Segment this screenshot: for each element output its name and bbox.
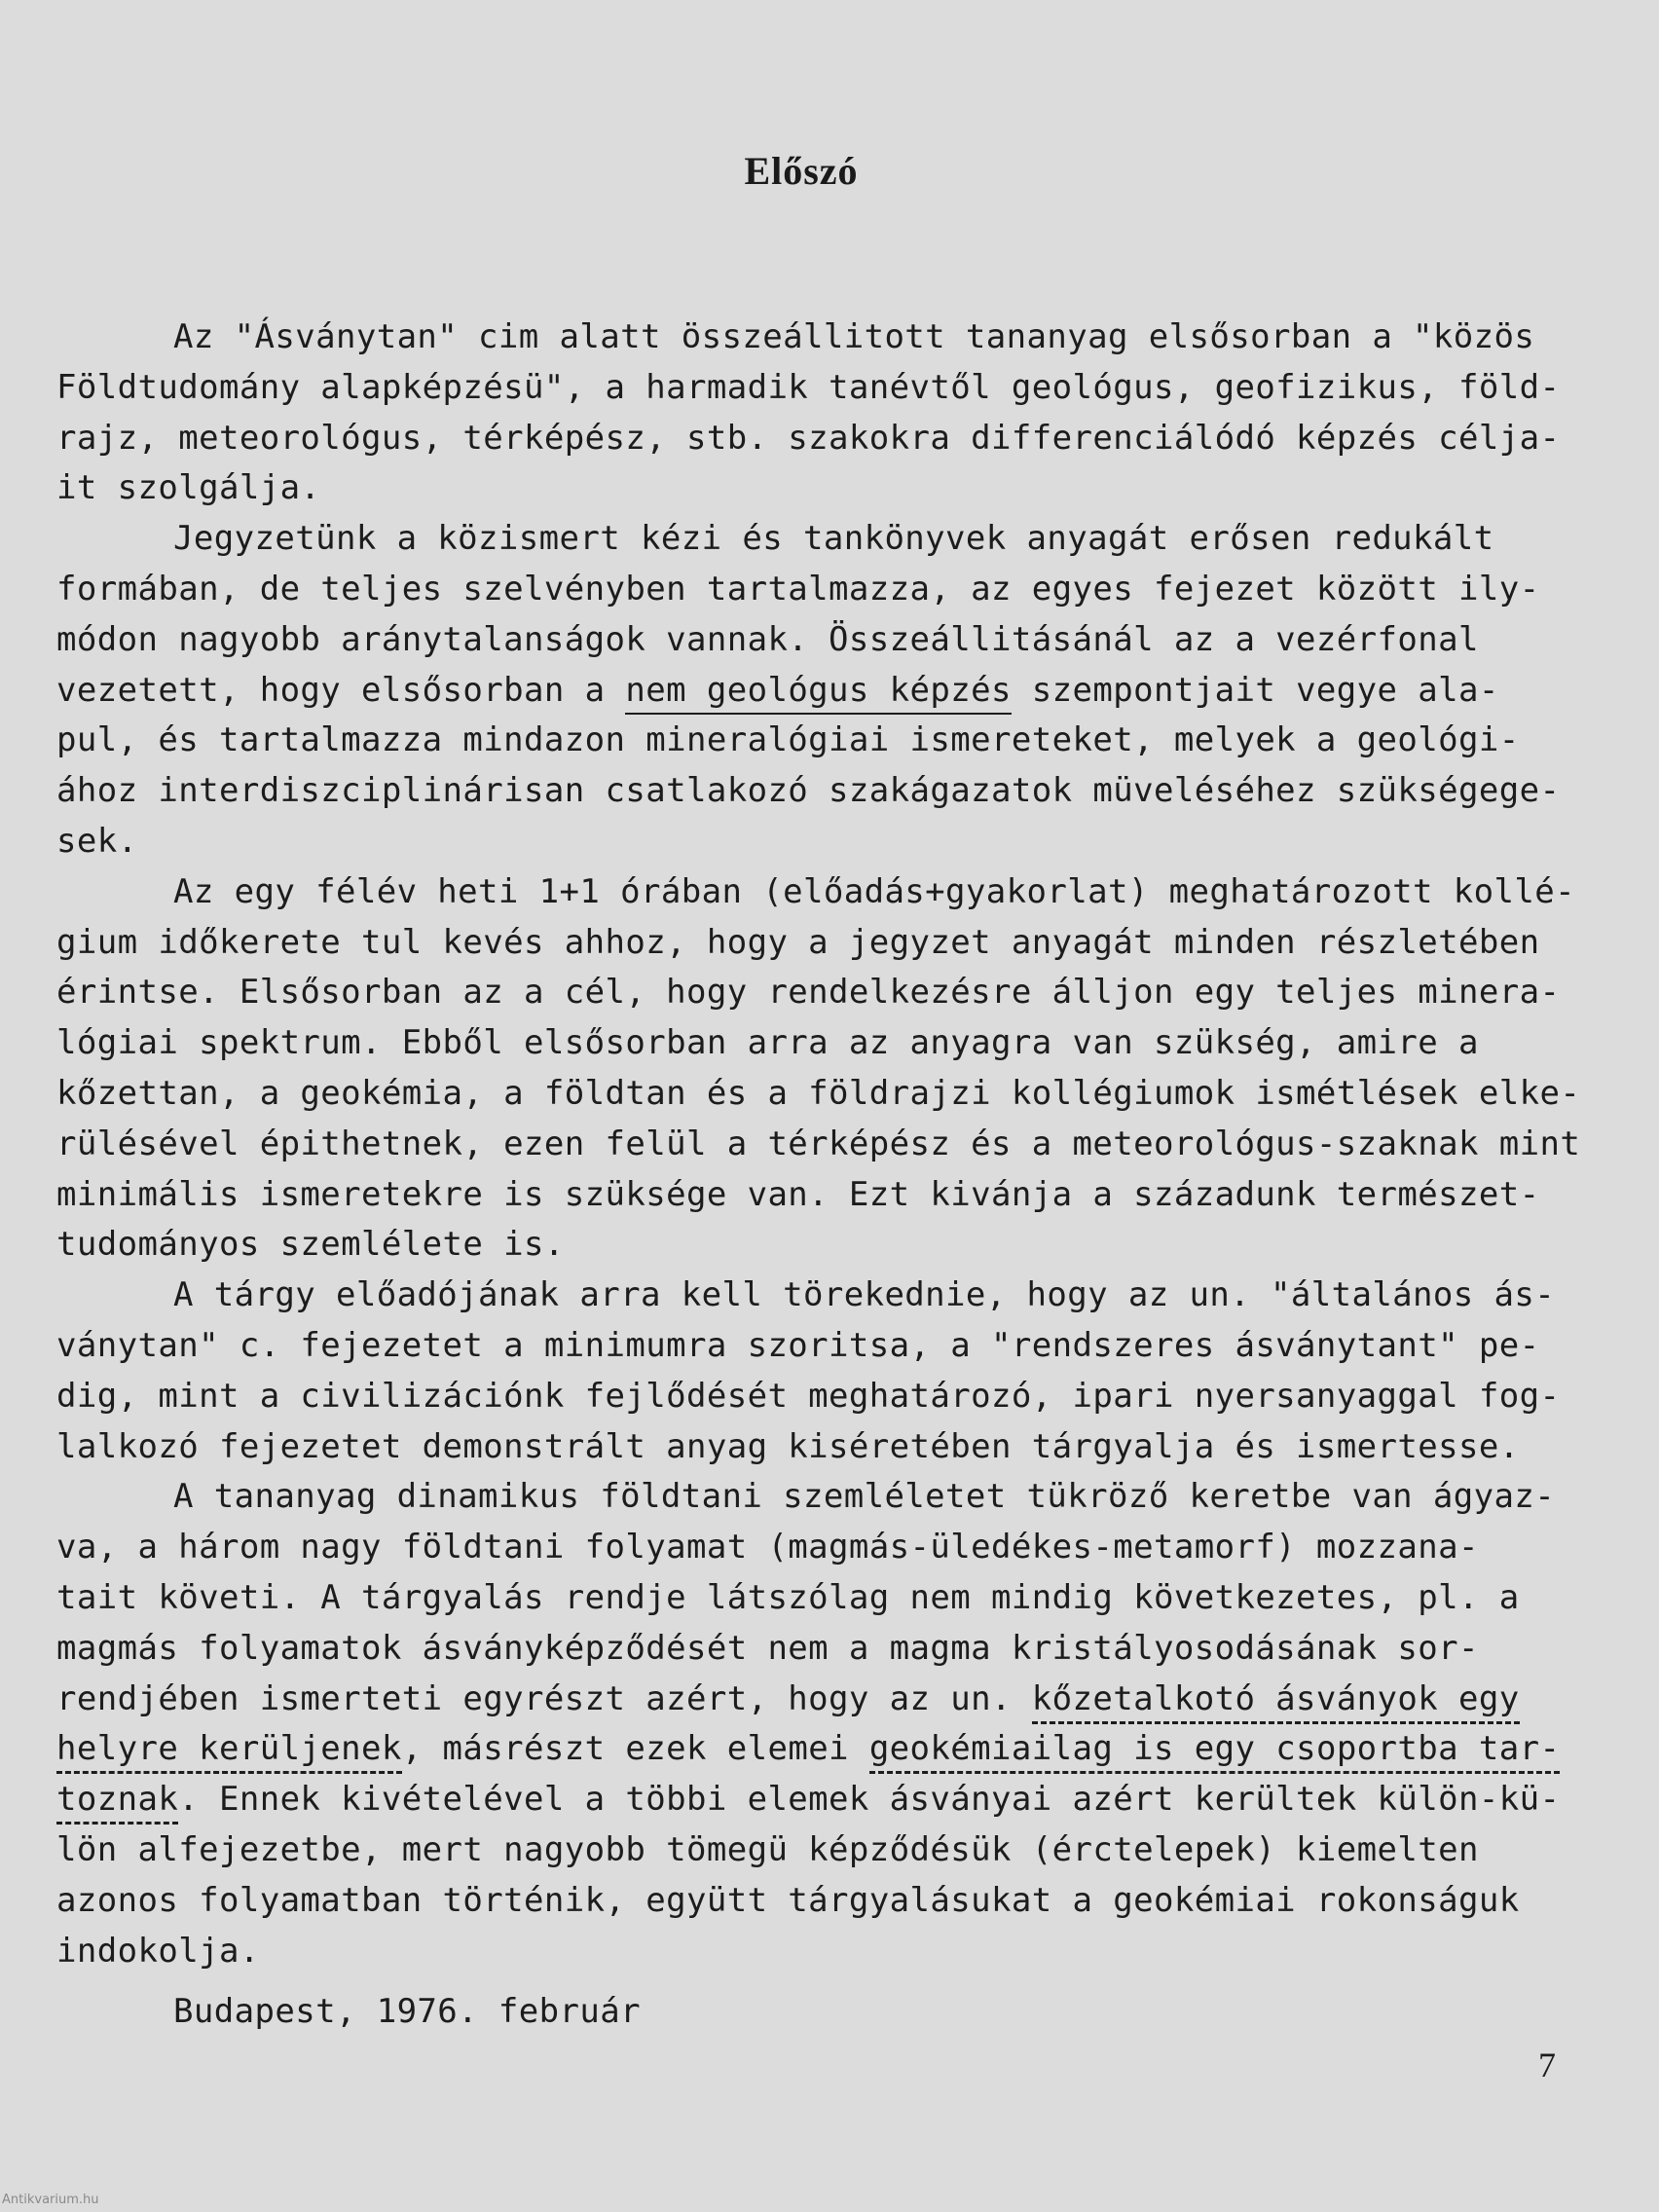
page-title: Előszó xyxy=(744,149,859,193)
page-number: 7 xyxy=(1538,2046,1556,2084)
text-line xyxy=(56,1175,1540,1214)
text-segment: ához interdiszciplinárisan csatlakozó szakágazatok müveléséhez szükségege- xyxy=(56,771,1561,811)
text-segment: lalkozó fejezetet demonstrált anyag kiséretében tárgyalja és ismertesse. xyxy=(56,1426,1520,1466)
text-line xyxy=(56,1326,1540,1365)
text-segment: rülésével épithetnek, ezen felül a térképész és a meteorológus-szaknak mint xyxy=(56,1124,1581,1163)
text-segment: , másrészt ezek elemei xyxy=(401,1729,869,1769)
text-segment: lön alfejezetbe, mert nagyobb tömegü képződésük (érctelepek) kiemelten xyxy=(56,1830,1479,1869)
text-line xyxy=(56,620,1479,659)
text-line xyxy=(56,1225,565,1264)
text-segment: formában, de teljes szelvényben tartalmazza, az egyes fejezet között ily- xyxy=(56,570,1540,608)
text-line xyxy=(56,1528,1479,1567)
text-line xyxy=(56,368,1560,407)
text-line xyxy=(56,1881,1520,1920)
text-segment: pul, és tartalmazza mindazon mineralógiai ismereteket, melyek a geológi- xyxy=(56,720,1520,760)
text-segment: rendjében ismerteti egyrészt azért, hogy az un. xyxy=(56,1678,1032,1718)
underlined-phrase: nem geológus képzés xyxy=(625,671,1012,715)
text-line xyxy=(56,1830,1479,1869)
text-segment: lógiai spektrum. Ebből elsősorban arra az anyagra van szükség, amire a xyxy=(56,1023,1479,1063)
text-line xyxy=(173,872,1575,911)
text-line xyxy=(173,519,1494,558)
text-segment: tudományos szemlélete is. xyxy=(56,1225,565,1265)
text-segment: Jegyzetünk a közismert kézi és tankönyvek anyagát erősen redukált xyxy=(173,519,1494,559)
watermark: Antikvarium.hu xyxy=(2,2193,99,2207)
text-segment: azonos folyamatban történik, együtt tárgyalásukat a geokémiai rokonságuk xyxy=(56,1880,1520,1920)
dashed-underlined-phrase: toznak xyxy=(56,1780,178,1825)
text-line xyxy=(56,1729,1560,1768)
text-line xyxy=(56,1377,1560,1416)
text-line xyxy=(56,1023,1479,1062)
text-segment: módon nagyobb aránytalanságok vannak. Összeállitásánál az a vezérfonal xyxy=(56,619,1479,659)
text-segment: Az egy félév heti 1+1 órában (előadás+gyakorlat) meghatározott kollé- xyxy=(173,871,1576,911)
text-segment: érintse. Elsősorban az a cél, hogy rendelkezésre álljon egy teljes minera- xyxy=(56,973,1561,1013)
text-segment: dig, mint a civilizációnk fejlődését meghatározó, ipari nyersanyaggal fog- xyxy=(56,1376,1561,1416)
text-segment: A tárgy előadójának arra kell törekednie, hogy az un. "általános ás- xyxy=(173,1275,1556,1315)
text-segment: it szolgálja. xyxy=(56,468,321,508)
text-segment: sek. xyxy=(56,822,138,861)
dateline: Budapest, 1976. február xyxy=(173,1992,642,2031)
text-segment: magmás folyamatok ásványképződését nem a magma kristályosodásának sor- xyxy=(56,1628,1479,1668)
text-line xyxy=(56,771,1560,810)
text-line xyxy=(56,1427,1520,1466)
dashed-underlined-phrase: kőzetalkotó ásványok egy xyxy=(1032,1679,1520,1724)
text-line xyxy=(56,1578,1520,1617)
text-segment: va, a három nagy földtani folyamat (magmás-üledékes-metamorf) mozzana- xyxy=(56,1528,1479,1567)
text-line xyxy=(56,1074,1580,1113)
text-segment: Az "Ásványtan" cim alatt összeállitott tananyag elsősorban a "közös xyxy=(173,317,1535,356)
text-line xyxy=(56,973,1560,1012)
text-line xyxy=(56,1780,1560,1819)
text-segment: . Ennek kivételével a többi elemek ásványai azért kerültek külön-kü- xyxy=(178,1780,1561,1820)
text-segment: kőzettan, a geokémia, a földtan és a földrajzi kollégiumok ismétlések elke- xyxy=(56,1074,1581,1113)
text-line xyxy=(56,671,1499,710)
text-segment: tait követi. A tárgyalás rendje látszólag nem mindig következetes, pl. a xyxy=(56,1578,1520,1617)
text-segment: indokolja. xyxy=(56,1931,260,1971)
text-segment: A tananyag dinamikus földtani szemléletet tükröző keretbe van ágyaz- xyxy=(173,1477,1556,1517)
text-segment: rajz, meteorológus, térképész, stb. szakokra differenciálódó képzés célja- xyxy=(56,418,1561,458)
text-line xyxy=(56,468,320,507)
text-line xyxy=(56,720,1520,759)
text-line xyxy=(56,419,1560,458)
text-line xyxy=(56,570,1540,608)
text-line xyxy=(56,923,1540,962)
text-line xyxy=(56,1124,1580,1163)
text-line xyxy=(56,1629,1479,1668)
text-line xyxy=(56,1679,1520,1718)
text-segment: vezetett, hogy elsősorban a xyxy=(56,670,626,710)
text-line xyxy=(173,1275,1555,1314)
dashed-underlined-phrase: helyre kerüljenek xyxy=(56,1729,402,1774)
text-line xyxy=(56,1932,260,1971)
text-line xyxy=(56,822,137,861)
text-segment: minimális ismeretekre is szüksége van. Ezt kivánja a századunk természet- xyxy=(56,1174,1540,1214)
text-segment: ványtan" c. fejezetet a minimumra szoritsa, a "rendszeres ásványtant" pe- xyxy=(56,1326,1540,1365)
text-segment: szempontjait vegye ala- xyxy=(1011,670,1499,710)
dashed-underlined-phrase: geokémiailag is egy csoportba tar- xyxy=(869,1729,1561,1774)
text-line xyxy=(173,1477,1555,1516)
text-segment: gium időkerete tul kevés ahhoz, hogy a jegyzet anyagát minden részletében xyxy=(56,922,1540,962)
text-line xyxy=(173,317,1534,356)
text-segment: Földtudomány alapképzésü", a harmadik tanévtől geológus, geofizikus, föld- xyxy=(56,367,1561,407)
